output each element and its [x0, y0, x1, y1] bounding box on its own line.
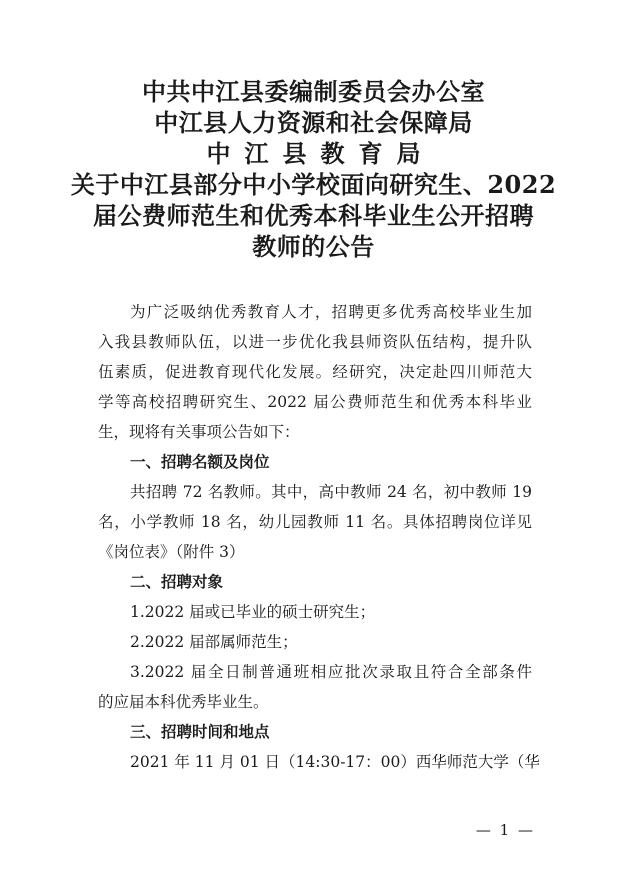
section-heading-positions: 一、招聘名额及岗位 [130, 453, 270, 471]
time-place-line: 2021 年 11 月 01 日（14:30-17：00）西华师范大学（华 [130, 753, 540, 771]
title-line-subject-3: 教师的公告 [252, 232, 375, 261]
intro-line: 为广泛吸纳优秀教育人才，招聘更多优秀高校毕业生加 [130, 303, 532, 321]
intro-line: 生，现将有关事项公告如下： [98, 423, 300, 441]
intro-line: 入我县教师队伍，以进一步优化我县师资队伍结构，提升队 [98, 333, 532, 351]
section-heading-time-place: 三、招聘时间和地点 [130, 723, 270, 741]
intro-paragraph [98, 297, 532, 447]
positions-line: 名，小学教师 18 名，幼儿园教师 11 名。具体招聘岗位详见 [98, 513, 532, 531]
target-item-1: 1.2022 届或已毕业的硕士研究生； [130, 603, 376, 621]
target-item-3-line: 3.2022 届全日制普通班相应批次录取且符合全部条件 [130, 663, 532, 681]
section-heading-targets: 二、招聘对象 [130, 573, 224, 591]
positions-line: 《岗位表》（附件 3） [98, 543, 245, 561]
title-line-subject-2: 届公费师范生和优秀本科毕业生公开招聘 [93, 201, 534, 230]
intro-line: 学等高校招聘研究生、2022 届公费师范生和优秀本科毕业 [98, 393, 532, 411]
page-number: — 1 — [475, 821, 535, 839]
title-line-subject-1: 关于中江县部分中小学校面向研究生、2022 [70, 170, 557, 199]
document-body [98, 297, 540, 777]
target-item-3-line: 的应届本科优秀毕业生。 [98, 693, 269, 711]
document-title [60, 76, 567, 262]
title-line-issuer-2: 中江县人力资源和社会保障局 [154, 108, 473, 137]
targets-list [98, 597, 532, 717]
positions-paragraph [98, 477, 532, 567]
time-place-paragraph [98, 747, 540, 777]
target-item-2: 2.2022 届部属师范生； [130, 633, 298, 651]
title-line-issuer-3: 中江县教育局 [206, 139, 435, 168]
title-line-issuer-1: 中共中江县委编制委员会办公室 [142, 77, 485, 106]
positions-line: 共招聘 72 名教师。其中，高中教师 24 名，初中教师 19 [130, 483, 532, 501]
intro-line: 伍素质，促进教育现代化发展。经研究，决定赴四川师范大 [98, 363, 532, 381]
